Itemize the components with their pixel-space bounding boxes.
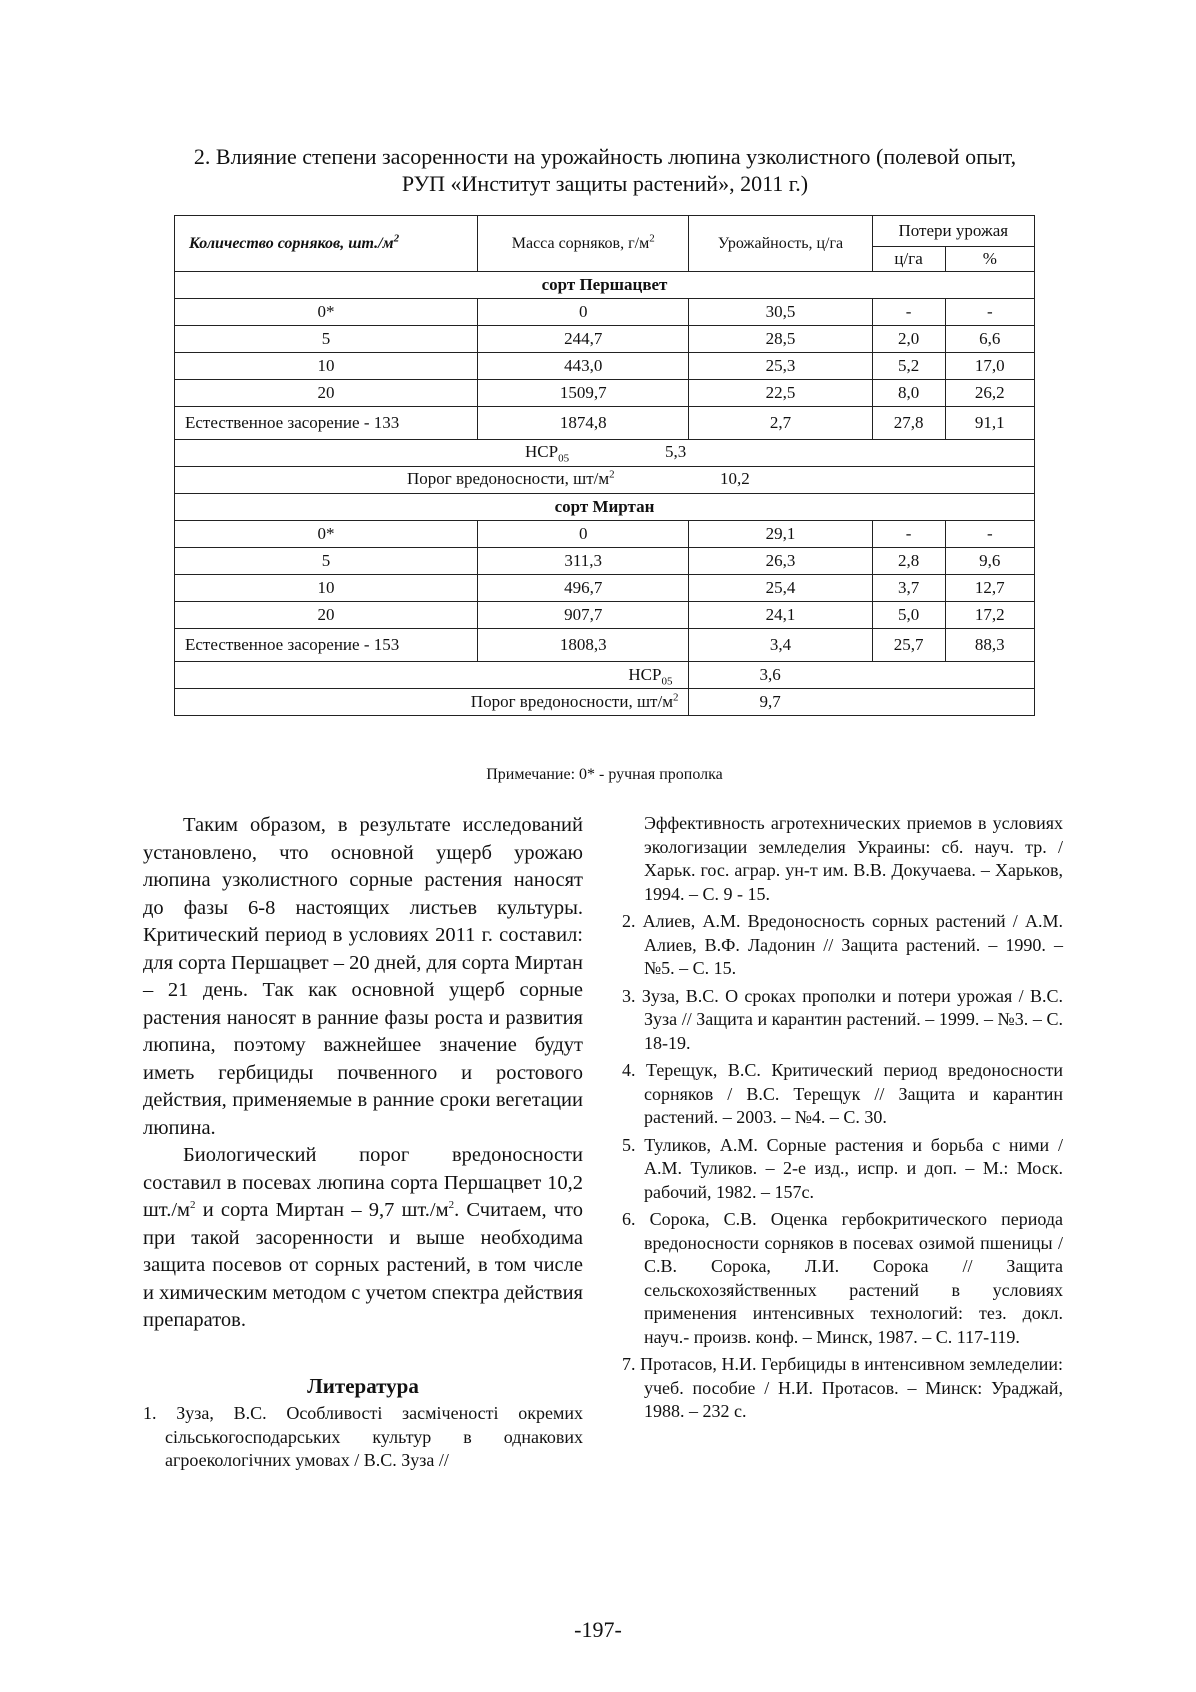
cell-yield: 24,1 xyxy=(689,602,872,629)
table-row xyxy=(175,326,1035,353)
threshold-label: Порог вредоносности, $шт/м^2$ xyxy=(175,689,689,716)
header-weeds-count: Количество сорняков, $шт./м^2$ xyxy=(175,216,478,272)
reference-item: 5. Туликов, А.М. Сорные растения и борьба с ними / А.М. Туликов. – 2-е изд., испр. и доп. – М.: Моск. рабочий, 1982. – 157с. xyxy=(622,1134,1063,1202)
cell-mass: 907,7 xyxy=(478,602,689,629)
cell-count: 20 xyxy=(175,602,478,629)
table-row xyxy=(175,380,1035,407)
cell-loss: 8,0 xyxy=(872,380,945,407)
threshold-row xyxy=(175,689,1035,716)
nsr-value: 3,6 xyxy=(689,662,1035,689)
cell-loss: - xyxy=(872,299,945,326)
cell-count: 20 xyxy=(175,380,478,407)
cell-mass: 244,7 xyxy=(478,326,689,353)
cell-pct: 9,6 xyxy=(945,548,1034,575)
cell-loss: 2,8 xyxy=(872,548,945,575)
cell-mass: 1874,8 xyxy=(478,407,689,440)
table-note: Примечание: 0* - ручная прополка xyxy=(486,766,723,783)
reference-item: 2. Алиев, А.М. Вредоносность сорных растений / А.М. Алиев, В.Ф. Ладонин // Защита растений. – 1990. – №5. – С. 15. xyxy=(622,911,1063,978)
variety-label: сорт Першацвет xyxy=(175,272,1035,299)
table-row xyxy=(175,575,1035,602)
cell-mass: 0 xyxy=(478,521,689,548)
cell-mass: 443,0 xyxy=(478,353,689,380)
cell-loss: 27,8 xyxy=(872,407,945,440)
reference-item: 1. Зуза, В.С. Особливості засміченості окремих сільськогосподарських культур в однакових агроекологічних умовах / В.С. Зуза // xyxy=(143,1403,583,1470)
cell-mass: 0 xyxy=(478,299,689,326)
header-yield: Урожайность, ц/га xyxy=(689,216,872,272)
cell-pct: 6,6 xyxy=(945,326,1034,353)
cell-mass: 496,7 xyxy=(478,575,689,602)
cell-loss: 5,0 xyxy=(872,602,945,629)
variety-label: сорт Миртан xyxy=(175,494,1035,521)
cell-pct: 17,0 xyxy=(945,353,1034,380)
threshold-value: 10,2 xyxy=(720,469,750,488)
reference-item: 4. Терещук, В.С. Критический период вредоносности сорняков / В.С. Терещук // Защита и карантин растений. – 2003. – №4. – С. 30. xyxy=(622,1060,1063,1127)
cell-yield: 3,4 xyxy=(689,629,872,662)
threshold-value: 9,7 xyxy=(689,689,1035,716)
cell-mass: 1509,7 xyxy=(478,380,689,407)
cell-yield: 25,4 xyxy=(689,575,872,602)
table-header-row xyxy=(175,216,1035,247)
cell-pct: 91,1 xyxy=(945,407,1034,440)
table-row xyxy=(175,521,1035,548)
paragraph: Биологический порог вредоносности составил в посевах люпина сорта Першацвет 10,2 $шт./м^2$ и сорта Миртан – 9,7 $шт./м^2$. Считаем, что при такой засоренности и выше необходима защита посевов от сорных растений, в том числе и химическим методом с учетом спектра действия препаратов. xyxy=(143,1144,583,1331)
cell-yield: 25,3 xyxy=(689,353,872,380)
paragraph: Таким образом, в результате исследований установлено, что основной ущерб урожаю люпина узколистного сорные растения наносят до фазы 6-8 настоящих листьев культуры. Критический период в условиях 2011 г. составил: для сорта Першацвет – 20 дней, для сорта Миртан – 21 день. Так как основной ущерб сорные растения наносят в ранние фазы роста и развития люпина, поэтому важнейшее значение будут иметь гербициды почвенного и ростового действия, применяемые в ранние сроки вегетации люпина. xyxy=(143,814,583,1139)
header-weeds-mass: Масса сорняков, $г/м^2$ xyxy=(478,216,689,272)
cell-loss: 5,2 xyxy=(872,353,945,380)
reference-item: 7. Протасов, Н.И. Гербициды в интенсивном земледелии: учеб. пособие / Н.И. Протасов. – Минск: Ураджай, 1988. – 232 с. xyxy=(622,1354,1063,1421)
cell-loss: 3,7 xyxy=(872,575,945,602)
cell-pct: - xyxy=(945,521,1034,548)
nsr-label: $НСР_{05}$ xyxy=(525,442,570,465)
reference-item-continued: Эффективность агротехнических приемов в условиях экологизации земледелия Украины: сб. науч. тр. / Харьк. гос. аграр. ун-т им. В.В. Докучаева. – Харьков, 1994. – С. 9 - 15. xyxy=(644,813,1063,904)
cell-count: Естественное засорение - 153 xyxy=(175,629,478,662)
cell-loss: 2,0 xyxy=(872,326,945,353)
cell-mass: 1808,3 xyxy=(478,629,689,662)
cell-yield: 26,3 xyxy=(689,548,872,575)
references-heading: Литература xyxy=(307,1373,419,1398)
table-row xyxy=(175,299,1035,326)
table-row xyxy=(175,407,1035,440)
cell-count: Естественное засорение - 133 xyxy=(175,407,478,440)
header-losses-cha: ц/га xyxy=(872,247,945,272)
nsr-label: $НСР_{05}$ xyxy=(175,662,689,689)
cell-count: 10 xyxy=(175,575,478,602)
cell-pct: 88,3 xyxy=(945,629,1034,662)
header-losses: Потери урожая xyxy=(872,216,1034,247)
cell-pct: 17,2 xyxy=(945,602,1034,629)
left-column xyxy=(143,812,583,1473)
cell-yield: 29,1 xyxy=(689,521,872,548)
header-losses-pct: % xyxy=(945,247,1034,272)
cell-count: 5 xyxy=(175,548,478,575)
right-column xyxy=(622,812,1063,1424)
cell-yield: 2,7 xyxy=(689,407,872,440)
cell-count: 0* xyxy=(175,521,478,548)
cell-loss: - xyxy=(872,521,945,548)
reference-item: 3. Зуза, В.С. О сроках прополки и потери урожая / В.С. Зуза // Защита и карантин растений. – 1999. – №3. – С. 18-19. xyxy=(622,985,1063,1053)
page-number: -197- xyxy=(574,1617,622,1642)
table-row xyxy=(175,353,1035,380)
table-row xyxy=(175,548,1035,575)
cell-yield: 28,5 xyxy=(689,326,872,353)
cell-count: 10 xyxy=(175,353,478,380)
cell-pct: - xyxy=(945,299,1034,326)
cell-mass: 311,3 xyxy=(478,548,689,575)
yield-table xyxy=(174,215,1035,716)
cell-pct: 12,7 xyxy=(945,575,1034,602)
cell-yield: 22,5 xyxy=(689,380,872,407)
table-caption: 2. Влияние степени засоренности на урожайность люпина узколистного (полевой опыт, РУП «Институт защиты растений», 2011 г.) xyxy=(193,144,1017,196)
cell-count: 0* xyxy=(175,299,478,326)
threshold-label: Порог вредоносности, $шт/м^2$ xyxy=(407,468,615,488)
cell-count: 5 xyxy=(175,326,478,353)
cell-yield: 30,5 xyxy=(689,299,872,326)
table-row xyxy=(175,629,1035,662)
table-row xyxy=(175,602,1035,629)
nsr-row xyxy=(175,440,1035,467)
cell-pct: 26,2 xyxy=(945,380,1034,407)
cell-loss: 25,7 xyxy=(872,629,945,662)
nsr-row xyxy=(175,662,1035,689)
nsr-value: 5,3 xyxy=(665,442,687,461)
reference-item: 6. Сорока, С.В. Оценка гербокритического периода вредоносности сорняков в посевах озимой пшеницы / С.В. Сорока, Л.И. Сорока // Защита сельскохозяйственных растений в условиях применения интенсивных технологий: тез. докл. науч.- произв. конф. – Минск, 1987. – С. 117-119. xyxy=(622,1209,1063,1347)
threshold-row xyxy=(175,467,1035,494)
